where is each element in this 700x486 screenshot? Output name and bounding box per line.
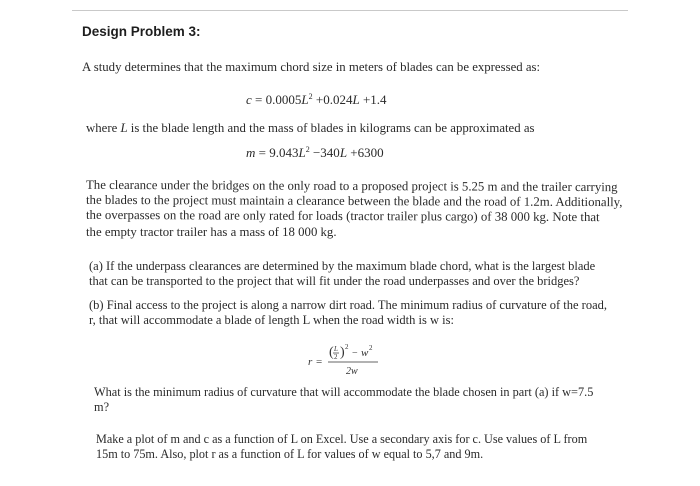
clearance-line-4: the empty tractor trailer has a mass of 18 000 kg. [86,225,337,239]
svg-text:(: ( [329,345,334,360]
svg-text:): ) [340,345,345,360]
eq-L: L [334,345,338,353]
clearance-line-2: the blades to the project must maintain a clearance between the blade and the road of 1.2m. Additionally, [85,192,623,210]
top-divider [72,10,628,11]
part-a-line-2: that can be transported to the project that will fit under the road underpasses and over the bridges? [89,274,580,288]
plot-line-1: Make a plot of m and c as a function of L on Excel. Use a secondary axis for c. Use values of L from [96,432,588,446]
part-a-line-1: (a) If the underpass clearances are determined by the maximum blade chord, what is the largest blade [89,259,596,273]
eq-denominator: 2w [346,366,358,377]
eq-r-symbol: r [308,356,313,368]
svg-text:−: − [352,348,358,359]
svg-text:=: = [316,356,323,368]
question-line-1: What is the minimum radius of curvature that will accommodate the blade chosen in part (a) if w=7.5 [94,385,594,399]
plot-line-2: 15m to 75m. Also, plot r as a function of L for values of w equal to 5,7 and 9m. [96,447,484,461]
where-text: where L is the blade length and the mass of blades in kilograms can be approximated as [86,121,535,135]
radius-equation [308,342,388,382]
intro-text: A study determines that the maximum chord size in meters of blades can be expressed as: [82,60,541,74]
part-b-line-1: (b) Final access to the project is along a narrow dirt road. The minimum radius of curvature of the road, [89,298,608,312]
clearance-line-3: the overpasses on the road are only rated for loads (tractor trailer plus cargo) of 38 000 kg. Note that [85,207,600,225]
chord-equation: $c = 0.0005L^2 +0.024L +1.4$ [246,92,387,107]
eq-2: 2 [334,353,338,361]
part-b-line-2: r, that will accommodate a blade of length L when the road width is w is: [89,313,454,327]
svg-text:2: 2 [369,344,373,352]
svg-text:w: w [361,347,369,359]
mass-equation: $m = 9.043L^2 -340L +6300$ [246,145,384,160]
clearance-line-1: The clearance under the bridges on the only road to a proposed project is 5.25 m and the trailer carrying [85,177,618,195]
problem-title: Design Problem 3: [82,24,201,39]
question-line-2: m? [94,400,110,414]
svg-text:2: 2 [345,343,349,351]
